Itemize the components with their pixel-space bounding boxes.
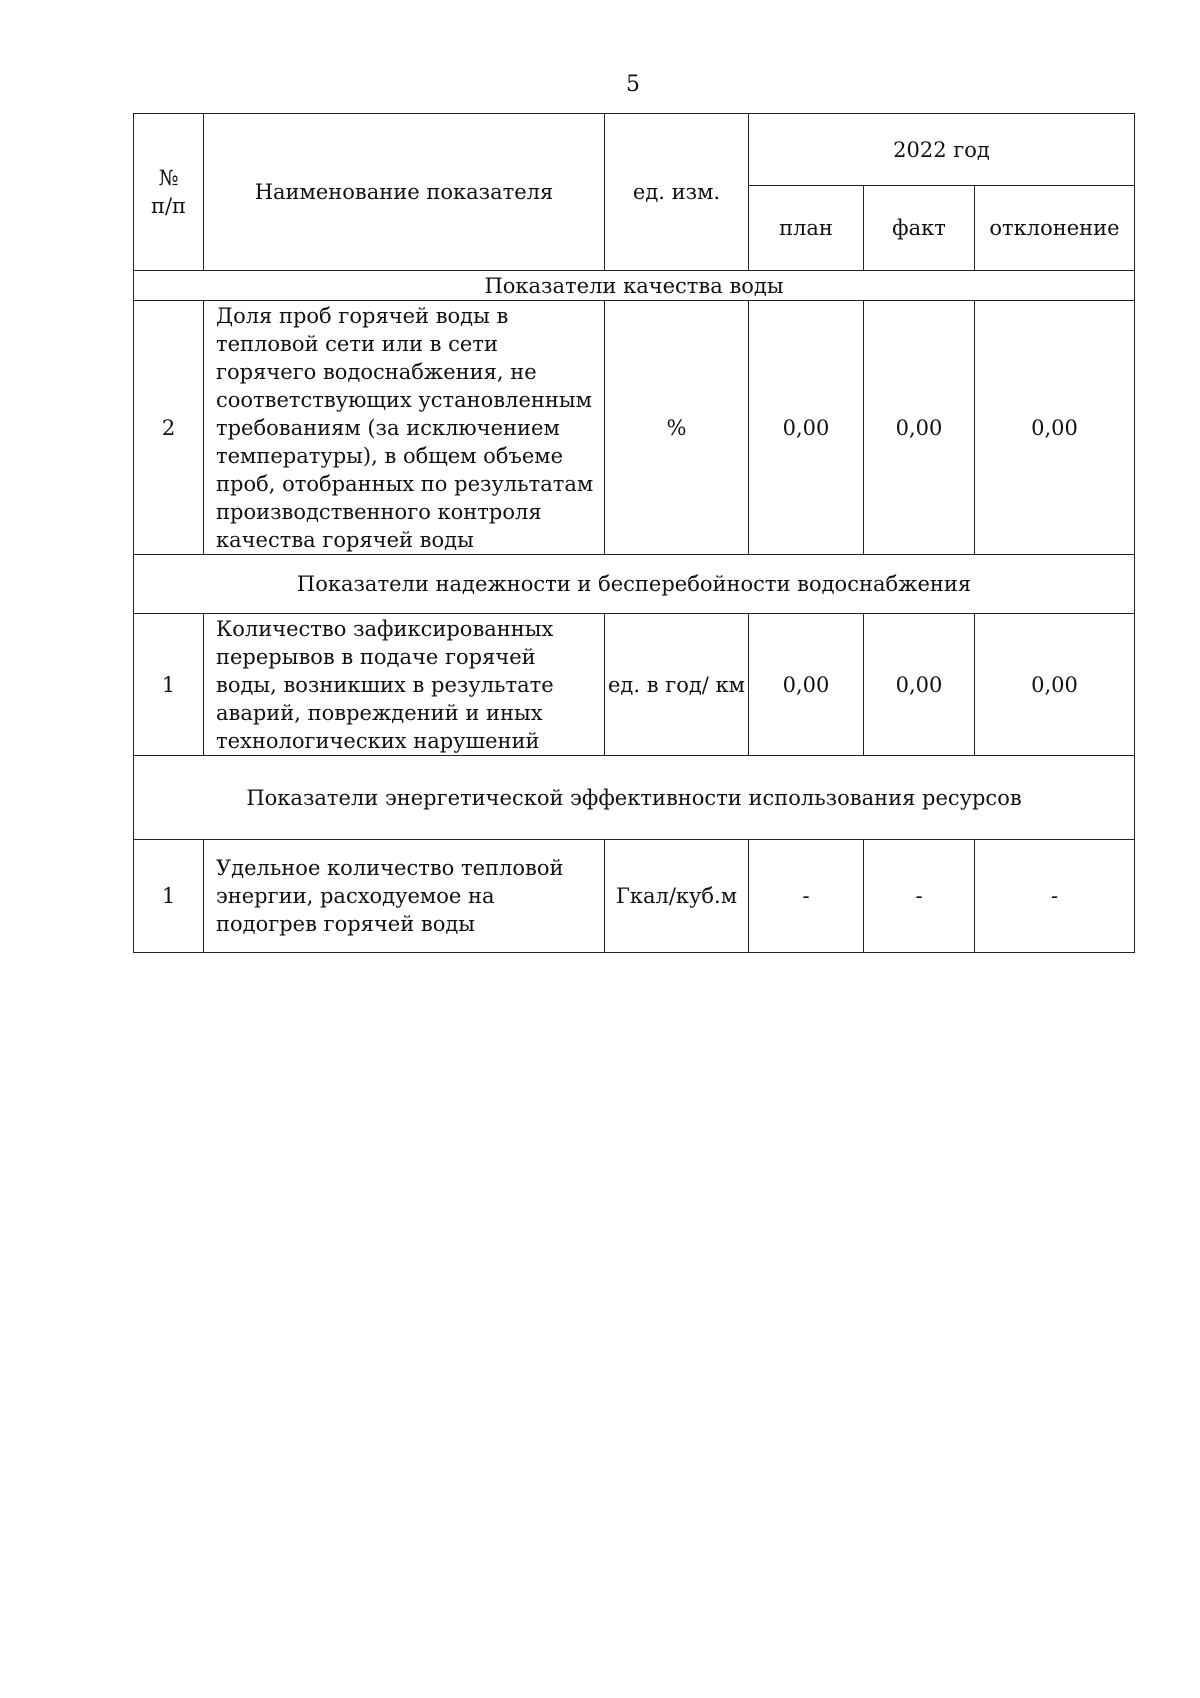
header-fact: факт	[892, 216, 946, 240]
table-row	[134, 301, 1135, 555]
section-title: Показатели энергетической эффективности использования ресурсов	[134, 756, 1135, 840]
row-unit: Гкал/куб.м	[605, 840, 749, 953]
row-indicator-name: Доля проб горячей воды в тепловой сети или в сети горячего водоснабжения, не соответствующих установленным требованиям (за исключением температуры), в общем объеме проб, отобранных по результатам производственного контроля качества горячей воды	[204, 301, 605, 555]
row-fact-value: 0,00	[864, 301, 975, 555]
row-index: 1	[134, 614, 204, 756]
header-year-cell	[749, 114, 1135, 186]
header-deviation: отклонение	[989, 216, 1120, 240]
row-index: 1	[134, 840, 204, 953]
row-fact-value: -	[864, 840, 975, 953]
row-index: 2	[134, 301, 204, 555]
row-plan-value: -	[749, 840, 864, 953]
indicators-table	[133, 113, 1135, 953]
row-fact-value: 0,00	[864, 614, 975, 756]
row-deviation-value: -	[975, 840, 1135, 953]
section-title: Показатели качества воды	[134, 271, 1135, 301]
row-indicator-name: Количество зафиксированных перерывов в подаче горячей воды, возникших в результате аварий, повреждений и иных технологических нарушений	[204, 614, 605, 756]
section-row	[134, 555, 1135, 614]
header-name: Наименование показателя	[254, 180, 554, 204]
row-unit: ед. в год/ км	[605, 614, 749, 756]
row-plan-value: 0,00	[749, 301, 864, 555]
header-unit: ед. изм.	[632, 180, 721, 204]
header-deviation-cell	[975, 186, 1135, 271]
header-row	[134, 114, 1135, 186]
table-row	[134, 614, 1135, 756]
header-plan-cell	[749, 186, 864, 271]
header-name-cell	[204, 114, 605, 271]
header-year: 2022 год	[893, 137, 990, 162]
header-index-abbr: п/п	[150, 194, 187, 218]
section-title: Показатели надежности и бесперебойности водоснабжения	[134, 555, 1135, 614]
row-unit: %	[605, 301, 749, 555]
header-plan: план	[779, 216, 833, 240]
section-row	[134, 271, 1135, 301]
table-row	[134, 840, 1135, 953]
header-index-symbol: №	[158, 166, 179, 190]
header-fact-cell	[864, 186, 975, 271]
row-deviation-value: 0,00	[975, 301, 1135, 555]
page-number: 5	[626, 72, 640, 97]
row-deviation-value: 0,00	[975, 614, 1135, 756]
header-index-cell	[134, 114, 204, 271]
row-plan-value: 0,00	[749, 614, 864, 756]
row-indicator-name: Удельное количество тепловой энергии, расходуемое на подогрев горячей воды	[204, 840, 605, 953]
section-row	[134, 756, 1135, 840]
header-unit-cell	[605, 114, 749, 271]
